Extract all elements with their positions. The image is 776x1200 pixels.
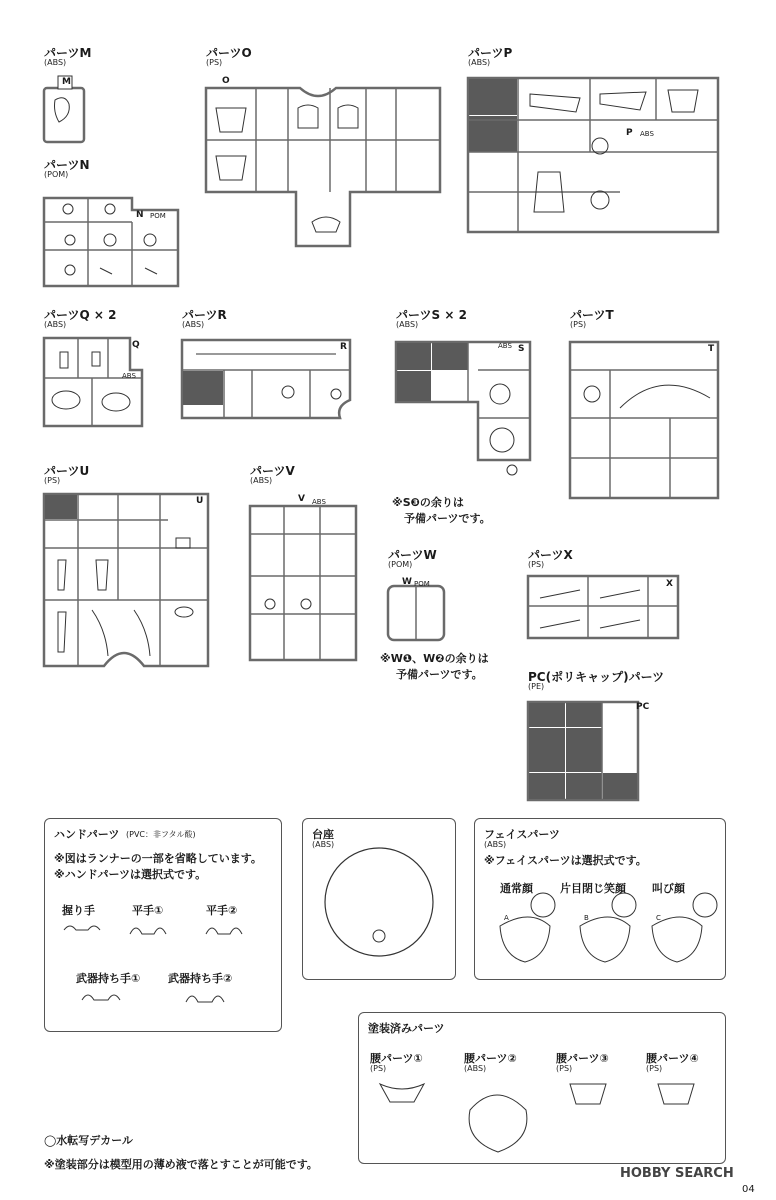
face-item-shout: 叫び顔 [652, 882, 685, 895]
painted-item-3: 腰パーツ③ [556, 1052, 609, 1065]
parts-t-material: (PS) [570, 320, 587, 329]
parts-pc-tag: PC [636, 702, 650, 712]
runner-pc [528, 702, 638, 800]
painted-title: 塗装済みパーツ [368, 1022, 445, 1035]
face-item-normal: 通常顔 [500, 882, 533, 895]
parts-q-material: (ABS) [44, 320, 67, 329]
parts-r-title: パーツR [182, 308, 227, 322]
parts-s-tag: S [518, 344, 525, 354]
face-material: (ABS) [484, 840, 507, 849]
parts-t-title: パーツT [570, 308, 614, 322]
runner-x [528, 576, 678, 638]
hand-item-3: 平手② [206, 904, 238, 917]
face-letter-b: B [584, 914, 589, 922]
painted-item-4: 腰パーツ④ [646, 1052, 699, 1065]
parts-q-tag-material: ABS [122, 372, 136, 380]
face-letter-a: A [504, 914, 509, 922]
parts-p-tag-material: ABS [640, 130, 654, 138]
parts-p-material: (ABS) [468, 58, 491, 67]
parts-w-title: パーツW [388, 548, 437, 562]
face-letter-c: C [656, 914, 661, 922]
parts-o-title: パーツO [206, 46, 252, 60]
parts-u-material: (PS) [44, 476, 61, 485]
runner-r [182, 340, 350, 418]
w-spare-note-2: 予備パーツです。 [396, 668, 483, 681]
hand-material: (PVC：非フタル酸) [126, 830, 196, 839]
parts-o-tag: O [222, 76, 230, 86]
runner-v [250, 506, 356, 660]
parts-pc-title: PC(ポリキャップ)パーツ [528, 670, 665, 684]
w-spare-note: ※W❶、W❷の余りは [380, 652, 489, 665]
parts-n-title: パーツN [44, 158, 90, 172]
parts-n-tag-material: POM [150, 212, 166, 220]
parts-v-tag: V [298, 494, 305, 504]
hand-title: ハンドパーツ [54, 828, 120, 841]
parts-m-title: パーツM [44, 46, 92, 60]
runner-w [388, 586, 444, 640]
painted-item-4-material: (PS) [646, 1064, 663, 1073]
parts-w-tag: W [402, 577, 412, 587]
base-material: (ABS) [312, 840, 335, 849]
parts-x-title: パーツX [528, 548, 573, 562]
runner-q [44, 338, 142, 426]
hand-note-1: ※図はランナーの一部を省略しています。 [54, 852, 262, 865]
parts-p-title: パーツP [468, 46, 513, 60]
hand-note-2: ※ハンドパーツは選択式です。 [54, 868, 207, 881]
parts-v-title: パーツV [250, 464, 295, 478]
decal-label: ◯水転写デカール [44, 1134, 133, 1147]
s-spare-note-2: 予備パーツです。 [404, 512, 491, 525]
s-spare-note: ※S❸の余りは [392, 496, 464, 509]
parts-n-material: (POM) [44, 170, 69, 179]
parts-x-tag: X [666, 579, 673, 589]
face-note: ※フェイスパーツは選択式です。 [484, 854, 647, 867]
painted-item-2-material: (ABS) [464, 1064, 487, 1073]
face-parts-box [474, 818, 726, 980]
parts-s-material: (ABS) [396, 320, 419, 329]
parts-x-material: (PS) [528, 560, 545, 569]
parts-n-tag: N [136, 210, 144, 220]
painted-item-2: 腰パーツ② [464, 1052, 517, 1065]
parts-w-tag-material: POM [414, 580, 430, 588]
runner-s [396, 342, 530, 475]
parts-s-title: パーツS × 2 [396, 308, 467, 322]
runner-u [44, 494, 208, 666]
parts-p-tag: P [626, 128, 633, 138]
parts-w-material: (POM) [388, 560, 413, 569]
page-number: 04 [742, 1184, 755, 1195]
parts-s-tag-material: ABS [498, 342, 512, 350]
face-item-wink: 片目閉じ笑顔 [560, 882, 626, 895]
painted-item-1: 腰パーツ① [370, 1052, 423, 1065]
parts-m-material: (ABS) [44, 58, 67, 67]
hand-item-1: 握り手 [62, 904, 95, 917]
base-title: 台座 [312, 828, 334, 841]
painted-item-1-material: (PS) [370, 1064, 387, 1073]
hand-item-2: 平手① [132, 904, 164, 917]
parts-m-tag: M [62, 77, 71, 87]
runner-t [570, 342, 718, 498]
parts-t-tag: T [708, 344, 715, 354]
parts-q-title: パーツQ × 2 [44, 308, 117, 322]
face-title: フェイスパーツ [484, 828, 560, 841]
runner-o [206, 88, 440, 246]
painted-item-3-material: (PS) [556, 1064, 573, 1073]
parts-v-material: (ABS) [250, 476, 273, 485]
hand-item-4: 武器持ち手① [76, 972, 141, 985]
parts-o-material: (PS) [206, 58, 223, 67]
watermark: HOBBY SEARCH [620, 1166, 734, 1181]
hand-item-5: 武器持ち手② [168, 972, 233, 985]
parts-u-tag: U [196, 496, 204, 506]
parts-u-title: パーツU [44, 464, 90, 478]
runner-p [468, 78, 718, 232]
parts-pc-material: (PE) [528, 682, 545, 691]
parts-q-tag: Q [132, 340, 140, 350]
parts-v-tag-material: ABS [312, 498, 326, 506]
parts-r-tag: R [340, 342, 347, 352]
footer-note: ※塗装部分は模型用の薄め液で落とすことが可能です。 [44, 1158, 318, 1171]
parts-r-material: (ABS) [182, 320, 205, 329]
